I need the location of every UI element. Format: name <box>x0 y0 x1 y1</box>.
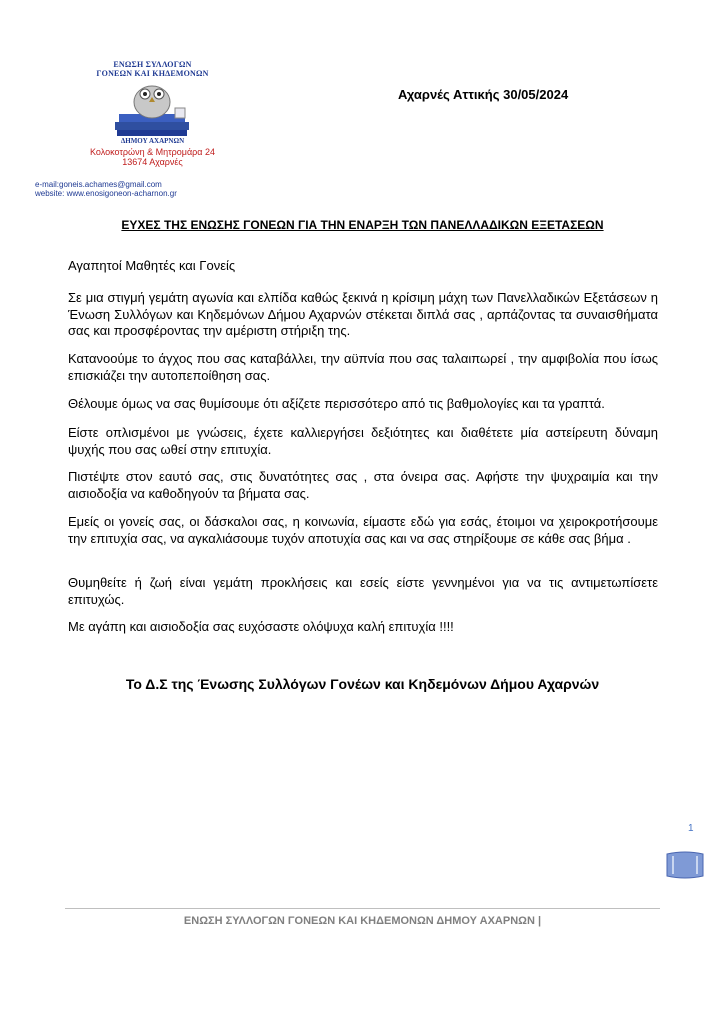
page-curl-icon <box>665 850 705 880</box>
logo-municipality: ΔΗΜΟΥ ΑΧΑΡΝΩΝ <box>120 137 185 145</box>
logo-email: e-mail:goneis.achames@gmail.com <box>35 180 162 189</box>
paragraph-3: Θέλουμε όμως να σας θυμίσουμε ότι αξίζετε περισσότερο από τις βαθμολογίες και τα γραπτά. <box>68 396 605 411</box>
paragraph-4: Είστε οπλισμένοι με γνώσεις, έχετε καλλιεργήσει δεξιότητες και διαθέτετε μία αστείρευτη δύναμη ψυχής που σας ωθεί στην επιτυχία. <box>68 425 658 457</box>
greeting: Αγαπητοί Μαθητές και Γονείς <box>68 258 236 273</box>
association-logo <box>35 60 260 200</box>
paragraph-5: Πιστέψτε στον εαυτό σας, στις δυνατότητες σας , στα όνειρα σας. Αφήστε την ψυχραιμία και την αισιοδοξία να καθοδηγούν τα βήματα σας. <box>68 469 658 501</box>
logo-address-street: Κολοκοτρώνη & Μητρομάρα 24 <box>90 147 215 157</box>
logo-website: website: www.enosigoneon-acharnon.gr <box>35 189 177 198</box>
footer-text: ΕΝΩΣΗ ΣΥΛΛΟΓΩΝ ΓΟΝΕΩΝ ΚΑΙ ΚΗΔΕΜΟΝΩΝ ΔΗΜΟΥ ΑΧΑΡΝΩΝ | <box>183 915 542 927</box>
page-number: 1 <box>688 823 694 834</box>
document-heading: ΕΥΧΕΣ ΤΗΣ ΕΝΩΣΗΣ ΓΟΝΕΩΝ ΓΙΑ ΤΗΝ ΕΝΑΡΞΗ ΤΩΝ ΠΑΝΕΛΛΑΔΙΚΩΝ ΕΞΕΤΑΣΕΩΝ <box>121 218 604 232</box>
logo-address-city: 13674 Αχαρνές <box>122 157 183 167</box>
paragraph-6: Εμείς οι γονείς σας, οι δάσκαλοι σας, η κοινωνία, είμαστε εδώ για εσάς, έτοιμοι να χειροκροτήσουμε την επιτυχία σας, να αγκαλιάσουμε τυχόν αποτυχία σας και να σας στηρίξουμε σε κάθε σας βήμα . <box>68 514 658 546</box>
paragraph-8: Με αγάπη και αισιοδοξία σας ευχόσαστε ολόψυχα καλή επιτυχία !!!! <box>68 619 454 634</box>
paragraph-7: Θυμηθείτε ή ζωή είναι γεμάτη προκλήσεις και εσείς είστε γεννημένοι για να τις αντιμετωπίσετε επιτυχώς. <box>68 575 658 607</box>
logo-title-line1: ΕΝΩΣΗ ΣΥΛΛΟΓΩΝ <box>113 60 192 69</box>
paragraph-1: Σε μια στιγμή γεμάτη αγωνία και ελπίδα καθώς ξεκινά η κρίσιμη μάχη των Πανελλαδικών Εξετάσεων η Ένωση Συλλόγων και Κηδεμόνων Δήμου Αχαρνών στέκεται διπλά σας , αρπάζοντας τα συναισθήματα σας και προσφέροντας την αμέριστη στήριξη της. <box>68 290 658 338</box>
document-date: Αχαρνές Αττικής 30/05/2024 <box>398 87 569 102</box>
logo-title-line2: ΓΟΝΕΩΝ ΚΑΙ ΚΗΔΕΜΟΝΩΝ <box>96 69 209 78</box>
footer-divider <box>65 908 660 909</box>
paragraph-2: Κατανοούμε το άγχος που σας καταβάλλει, την αϋπνία που σας ταλαιπωρεί , την αμφιβολία που ίσως επισκιάζει την αυτοπεποίθηση σας. <box>68 351 658 383</box>
signature: Το Δ.Σ της Ένωσης Συλλόγων Γονέων και Κηδεμόνων Δήμου Αχαρνών <box>125 676 600 692</box>
owl-on-books-icon <box>107 78 197 140</box>
